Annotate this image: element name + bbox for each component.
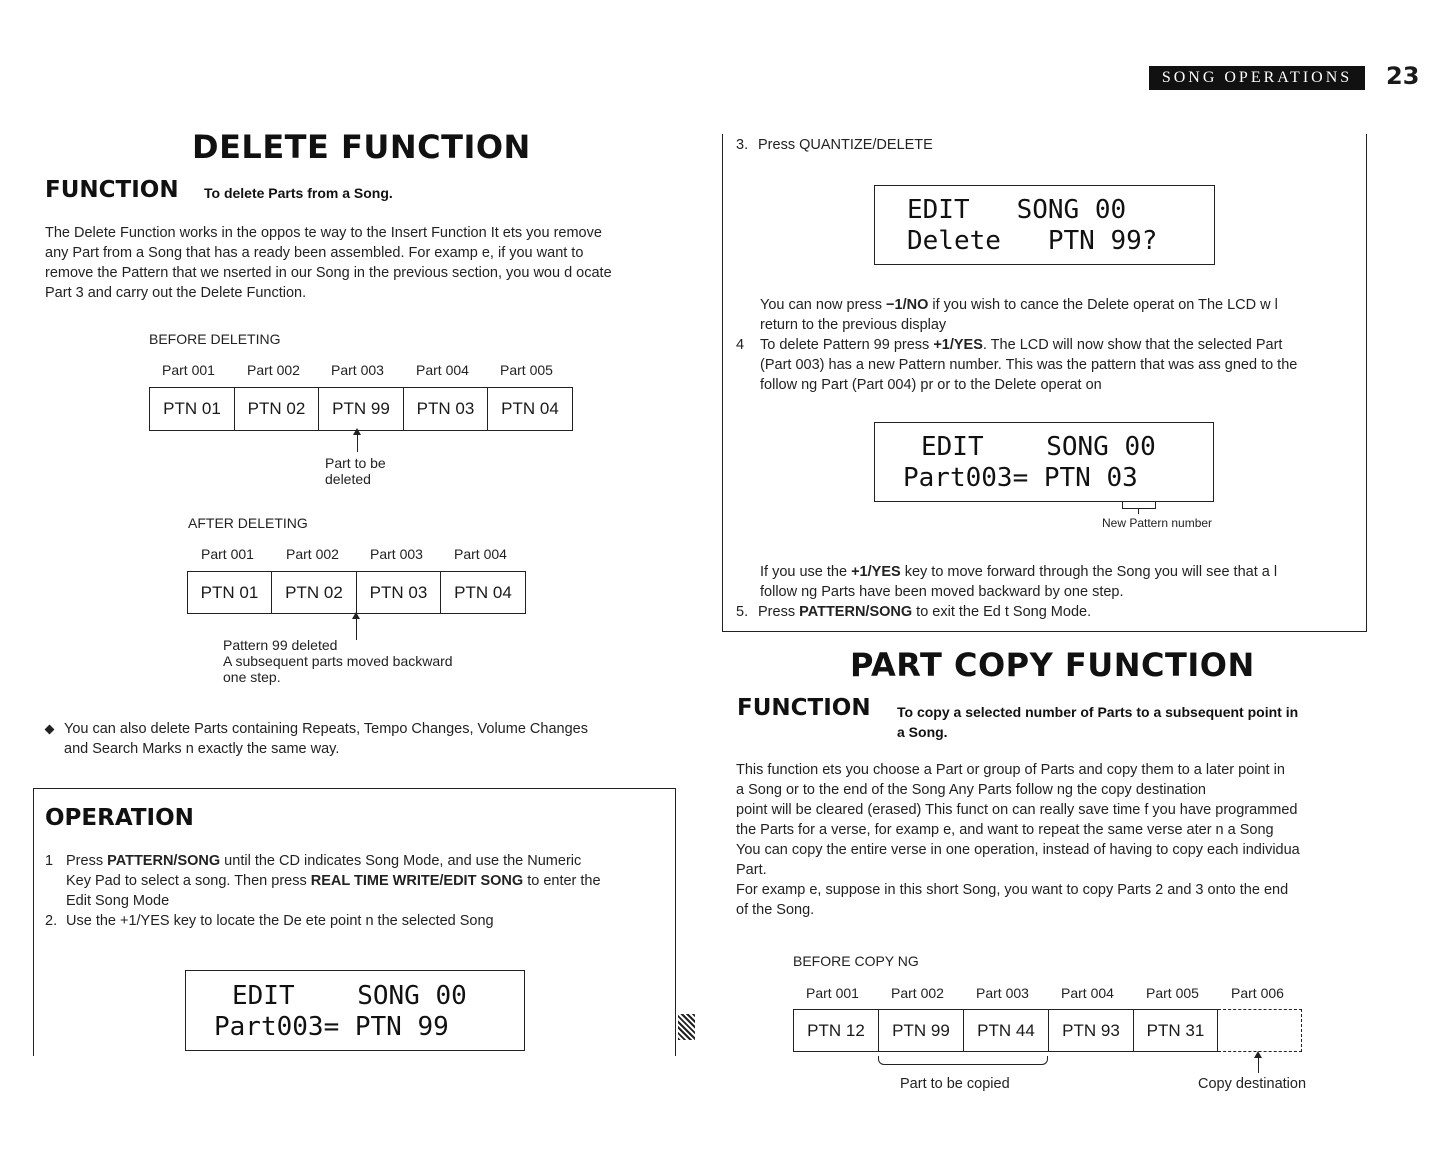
text: Press bbox=[758, 604, 800, 620]
copy-intro-line: point will be cleared (erased) This funct on can really save time f you have programmed bbox=[736, 802, 1298, 818]
copy-destination-cell bbox=[1218, 1009, 1302, 1052]
note-line: A subsequent parts moved backward bbox=[223, 653, 453, 669]
step-number: 2. bbox=[45, 913, 58, 929]
operation-title: OPERATION bbox=[45, 805, 194, 831]
desc-line: a Song. bbox=[897, 724, 948, 740]
brace-icon bbox=[878, 1056, 1048, 1065]
step-number: 3. bbox=[736, 137, 749, 153]
bullet-icon bbox=[45, 725, 55, 735]
part-label: Part 001 bbox=[201, 546, 254, 562]
step-number: 1 bbox=[45, 853, 54, 869]
key-name: PATTERN/SONG bbox=[107, 853, 221, 869]
right-box-bottom-rule bbox=[722, 631, 1367, 632]
text: until the CD indicates Song Mode, and use the Numeric bbox=[220, 853, 582, 869]
pattern-cell: PTN 03 bbox=[404, 388, 488, 430]
step-3: Press QUANTIZE/DELETE bbox=[758, 137, 933, 153]
bullet-line: You can also delete Parts containing Repeats, Tempo Changes, Volume Changes bbox=[64, 721, 588, 737]
bracket-icon bbox=[1122, 502, 1156, 509]
bracket-stem bbox=[1138, 508, 1139, 514]
text: return to the previous display bbox=[760, 317, 947, 333]
pattern-cell: PTN 01 bbox=[188, 572, 272, 613]
lcd-line: EDIT SONG 00 bbox=[907, 195, 1127, 225]
cancel-note bbox=[760, 295, 1360, 335]
text: If you use the bbox=[760, 564, 852, 580]
delete-intro-line: The Delete Function works in the oppos te way to the Insert Function It ets you remove bbox=[45, 225, 602, 241]
copy-function-desc bbox=[897, 702, 1298, 742]
copy-intro-line: This function ets you choose a Part or group of Parts and copy them to a later point in bbox=[736, 762, 1285, 778]
section-header: SONG OPERATIONS bbox=[1161, 69, 1353, 86]
delete-title: DELETE FUNCTION bbox=[192, 128, 531, 166]
step-2: Use the +1/YES key to locate the De ete point n the selected Song bbox=[66, 913, 494, 929]
copy-destination-note: Copy destination bbox=[1198, 1076, 1307, 1092]
key-name: −1/NO bbox=[886, 297, 929, 313]
step-5 bbox=[758, 602, 1091, 622]
part-to-be-copied-note: Part to be copied bbox=[900, 1076, 1010, 1092]
part-label: Part 002 bbox=[247, 362, 300, 378]
copy-intro-line: For examp e, suppose in this short Song, you want to copy Parts 2 and 3 onto the end bbox=[736, 882, 1289, 898]
forward-note bbox=[760, 562, 1360, 602]
note-line: Pattern 99 deleted bbox=[223, 637, 338, 653]
copy-intro bbox=[736, 760, 1356, 920]
text: to exit the Ed t Song Mode. bbox=[912, 604, 1092, 620]
part-label: Part 001 bbox=[162, 362, 215, 378]
text: if you wish to cance the Delete operat on The LCD w l bbox=[928, 297, 1278, 313]
delete-intro-line: remove the Pattern that we nserted in our Song in the previous section, you wou d ocate bbox=[45, 265, 612, 281]
pattern-cell: PTN 02 bbox=[235, 388, 319, 430]
delete-intro bbox=[45, 223, 665, 303]
part-label: Part 004 bbox=[454, 546, 507, 562]
lcd-display bbox=[185, 970, 525, 1051]
pattern-cell: PTN 04 bbox=[454, 582, 512, 602]
copy-intro-line: of the Song. bbox=[736, 902, 815, 918]
section-header-band bbox=[1149, 66, 1365, 90]
key-name: PATTERN/SONG bbox=[799, 604, 913, 620]
text: key to move forward through the Song you will see that a l bbox=[900, 564, 1278, 580]
text: Press bbox=[66, 853, 108, 869]
pattern-cell: PTN 03 bbox=[357, 572, 441, 613]
step-number: 5. bbox=[736, 604, 749, 620]
text: to enter the bbox=[523, 873, 601, 889]
note-line: Part to be bbox=[325, 455, 386, 471]
lcd-line: EDIT SONG 00 bbox=[921, 432, 1156, 462]
copy-intro-line: You can copy the entire verse in one operation, instead of having to copy each individua bbox=[736, 842, 1300, 858]
delete-intro-line: any Part from a Song that has a ready been assembled. For examp e, if you want to bbox=[45, 245, 584, 261]
text: follow ng Parts have been moved backward by one step. bbox=[760, 584, 1124, 600]
pattern-cell: PTN 01 bbox=[150, 388, 235, 430]
part-label: Part 001 bbox=[806, 985, 859, 1001]
arrow-up-icon bbox=[1258, 1057, 1259, 1073]
copy-intro-line: the Parts for a verse, for examp e, and want to repeat the same verse ater n a Song bbox=[736, 822, 1274, 838]
before-copying-row bbox=[793, 1009, 1218, 1052]
part-label: Part 002 bbox=[286, 546, 339, 562]
part-label: Part 005 bbox=[1146, 985, 1199, 1001]
lcd-line: EDIT SONG 00 bbox=[232, 981, 467, 1011]
lcd-line: Part003= PTN 99 bbox=[214, 1012, 449, 1042]
pattern-cell: PTN 31 bbox=[1146, 1020, 1205, 1040]
bullet-line: and Search Marks n exactly the same way. bbox=[64, 741, 340, 757]
pattern-cell: PTN 12 bbox=[794, 1010, 879, 1051]
part-label: Part 005 bbox=[500, 362, 553, 378]
key-name: +1/YES bbox=[851, 564, 901, 580]
part-copy-title: PART COPY FUNCTION bbox=[850, 646, 1255, 684]
part-label: Part 002 bbox=[891, 985, 944, 1001]
text: (Part 003) has a new Pattern number. This was the pattern that was ass gned to the bbox=[760, 357, 1298, 373]
pattern-cell: PTN 93 bbox=[1049, 1010, 1134, 1051]
part-label: Part 004 bbox=[416, 362, 469, 378]
part-label: Part 003 bbox=[976, 985, 1029, 1001]
lcd-display bbox=[874, 422, 1214, 502]
after-deleting-label: AFTER DELETING bbox=[188, 515, 308, 531]
key-name: REAL TIME WRITE/EDIT SONG bbox=[310, 873, 524, 889]
lcd-line: Delete PTN 99? bbox=[907, 226, 1158, 256]
text: Key Pad to select a song. Then press bbox=[66, 873, 311, 889]
lcd-line: Part003= PTN 03 bbox=[903, 463, 1138, 493]
desc-line: To copy a selected number of Parts to a subsequent point in bbox=[897, 704, 1299, 720]
copy-function-label: FUNCTION bbox=[737, 695, 871, 721]
key-name: +1/YES bbox=[933, 337, 983, 353]
pattern-deleted-note bbox=[223, 637, 453, 685]
delete-intro-line: Part 3 and carry out the Delete Function. bbox=[45, 285, 307, 301]
before-deleting-row bbox=[149, 387, 573, 431]
text: . The LCD will now show that the selected Part bbox=[982, 337, 1283, 353]
note-line: deleted bbox=[325, 471, 371, 487]
step-1 bbox=[66, 851, 666, 911]
lcd-cursor bbox=[678, 1014, 695, 1040]
pattern-cell: PTN 99 bbox=[319, 388, 404, 430]
operation-left-rule bbox=[33, 788, 34, 1056]
part-to-be-deleted-note bbox=[325, 455, 386, 487]
pattern-cell: PTN 04 bbox=[501, 399, 559, 418]
text: follow ng Part (Part 004) pr or to the Delete operat on bbox=[760, 377, 1102, 393]
copy-intro-line: Part. bbox=[736, 862, 767, 878]
right-box-right-rule bbox=[1366, 134, 1367, 632]
operation-top-rule bbox=[33, 788, 676, 789]
delete-function-desc: To delete Parts from a Song. bbox=[204, 185, 393, 201]
new-pattern-note: New Pattern number bbox=[1102, 516, 1213, 530]
pattern-cell: PTN 44 bbox=[964, 1010, 1049, 1051]
operation-right-rule bbox=[675, 788, 676, 1056]
part-label: Part 003 bbox=[331, 362, 384, 378]
part-label: Part 003 bbox=[370, 546, 423, 562]
arrow-up-icon bbox=[357, 434, 358, 452]
text: You can now press bbox=[760, 297, 887, 313]
part-label: Part 006 bbox=[1231, 985, 1284, 1001]
text: Edit Song Mode bbox=[66, 893, 170, 909]
page-number: 23 bbox=[1386, 62, 1420, 90]
after-deleting-row bbox=[187, 571, 526, 614]
pattern-cell: PTN 02 bbox=[272, 572, 357, 613]
step-number: 4 bbox=[736, 337, 745, 353]
lcd-display bbox=[874, 185, 1215, 265]
note-line: one step. bbox=[223, 669, 281, 685]
before-deleting-label: BEFORE DELETING bbox=[149, 331, 281, 347]
text: To delete Pattern 99 press bbox=[760, 337, 934, 353]
copy-intro-line: a Song or to the end of the Song Any Parts follow ng the copy destination bbox=[736, 782, 1206, 798]
right-box-left-rule bbox=[722, 134, 723, 632]
delete-function-label: FUNCTION bbox=[45, 177, 179, 203]
step-4 bbox=[760, 335, 1360, 395]
pattern-cell: PTN 99 bbox=[879, 1010, 964, 1051]
bullet-note bbox=[64, 719, 664, 759]
part-label: Part 004 bbox=[1061, 985, 1114, 1001]
before-copying-label: BEFORE COPY NG bbox=[793, 953, 919, 969]
